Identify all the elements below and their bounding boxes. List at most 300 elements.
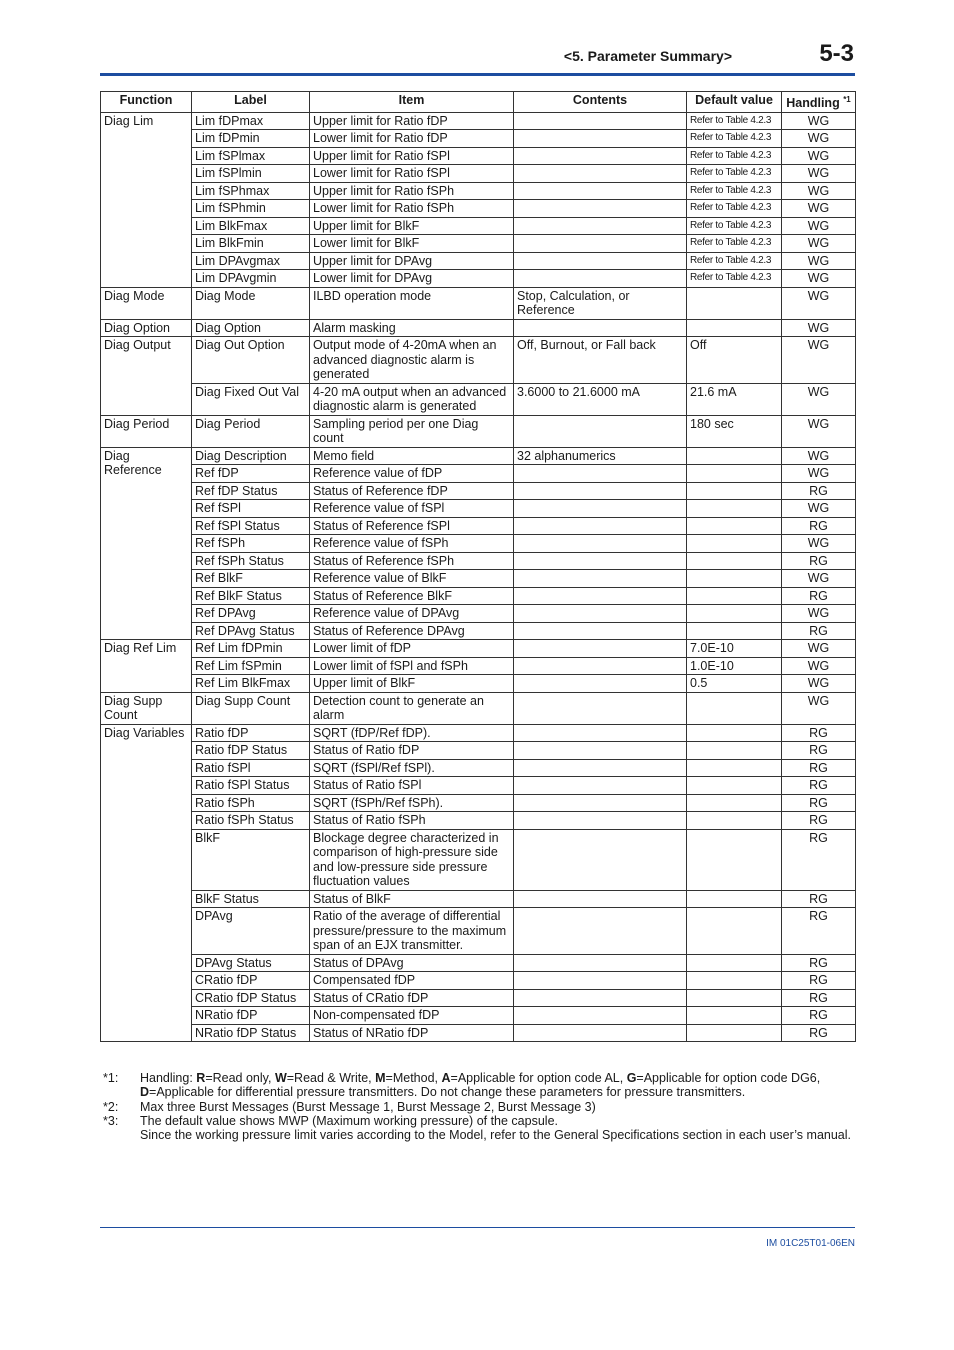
contents-cell	[514, 742, 687, 760]
contents-cell	[514, 112, 687, 130]
handling-cell: WG	[782, 200, 856, 218]
item-cell: Reference value of BlkF	[310, 570, 514, 588]
handling-cell: RG	[782, 517, 856, 535]
item-cell: Upper limit for DPAvg	[310, 252, 514, 270]
handling-cell: RG	[782, 552, 856, 570]
handling-code: A	[441, 1071, 451, 1085]
handling-cell: WG	[782, 657, 856, 675]
handling-cell: WG	[782, 465, 856, 483]
contents-cell: Off, Burnout, or Fall back	[514, 337, 687, 384]
column-header-label: Label	[192, 92, 310, 113]
default-value-cell: 1.0E-10	[687, 657, 782, 675]
handling-cell: WG	[782, 252, 856, 270]
label-cell: Lim fDPmax	[192, 112, 310, 130]
table-row	[101, 319, 856, 337]
contents-cell	[514, 182, 687, 200]
label-cell: Ref fSPl Status	[192, 517, 310, 535]
handling-cell: RG	[782, 812, 856, 830]
default-value-cell	[687, 287, 782, 319]
contents-cell	[514, 570, 687, 588]
label-cell: Ratio fDP Status	[192, 742, 310, 760]
label-cell: Ref Lim fDPmin	[192, 640, 310, 658]
handling-code-desc: =Read & Write,	[286, 1071, 376, 1085]
item-cell: Lower limit of fDP	[310, 640, 514, 658]
handling-cell: RG	[782, 724, 856, 742]
column-header-contents: Contents	[514, 92, 687, 113]
label-cell: Ref fSPh Status	[192, 552, 310, 570]
label-cell: Ref BlkF Status	[192, 587, 310, 605]
item-cell: Lower limit for BlkF	[310, 235, 514, 253]
handling-cell: WG	[782, 337, 856, 384]
default-value-cell	[687, 890, 782, 908]
footnote-2	[100, 1100, 860, 1114]
default-value-cell	[687, 587, 782, 605]
label-cell: Diag Period	[192, 415, 310, 447]
default-value-cell: Refer to Table 4.2.3	[687, 182, 782, 200]
label-cell: Lim fSPhmax	[192, 182, 310, 200]
footnote-2-text: Max three Burst Messages (Burst Message 1, Burst Message 2, Burst Message 3)	[140, 1099, 596, 1114]
default-value-cell: Refer to Table 4.2.3	[687, 235, 782, 253]
label-cell: Ratio fSPl	[192, 759, 310, 777]
table-row	[101, 447, 856, 465]
default-value-cell: Refer to Table 4.2.3	[687, 252, 782, 270]
contents-cell	[514, 465, 687, 483]
item-cell: Reference value of fSPl	[310, 500, 514, 518]
handling-cell: WG	[782, 640, 856, 658]
default-value-cell	[687, 777, 782, 795]
table-row	[101, 908, 856, 955]
label-cell: DPAvg Status	[192, 954, 310, 972]
label-cell: Lim fSPlmax	[192, 147, 310, 165]
handling-cell: WG	[782, 570, 856, 588]
page-header-title: <5. Parameter Summary>	[563, 48, 732, 64]
label-cell: Diag Description	[192, 447, 310, 465]
contents-cell	[514, 989, 687, 1007]
header-divider	[100, 73, 855, 76]
item-cell: Detection count to generate an alarm	[310, 692, 514, 724]
default-value-cell: Refer to Table 4.2.3	[687, 200, 782, 218]
table-row	[101, 235, 856, 253]
handling-cell: WG	[782, 270, 856, 288]
default-value-cell	[687, 989, 782, 1007]
item-cell: Status of Reference fSPh	[310, 552, 514, 570]
label-cell: NRatio fDP Status	[192, 1024, 310, 1042]
label-cell: Lim fSPlmin	[192, 165, 310, 183]
table-row	[101, 989, 856, 1007]
handling-cell: RG	[782, 989, 856, 1007]
footnote-2-mark: *2:	[103, 1099, 119, 1114]
contents-cell	[514, 829, 687, 890]
table-row	[101, 794, 856, 812]
label-cell: Diag Mode	[192, 287, 310, 319]
handling-cell: WG	[782, 165, 856, 183]
label-cell: CRatio fDP Status	[192, 989, 310, 1007]
item-cell: SQRT (fSPl/Ref fSPl).	[310, 759, 514, 777]
table-row	[101, 383, 856, 415]
contents-cell	[514, 165, 687, 183]
table-row	[101, 829, 856, 890]
contents-cell	[514, 482, 687, 500]
default-value-cell	[687, 812, 782, 830]
item-cell: Upper limit of BlkF	[310, 675, 514, 693]
footnote-3-text-2: Since the working pressure limit varies according to the Model, refer to the General Specifications section in each user’s manual.	[140, 1128, 852, 1143]
default-value-cell	[687, 742, 782, 760]
table-row	[101, 465, 856, 483]
contents-cell	[514, 252, 687, 270]
default-value-cell	[687, 319, 782, 337]
item-cell: Lower limit for Ratio fSPl	[310, 165, 514, 183]
handling-code: D	[140, 1085, 150, 1100]
contents-cell	[514, 724, 687, 742]
item-cell: Lower limit of fSPl and fSPh	[310, 657, 514, 675]
footnote-1-mark: *1:	[103, 1071, 119, 1085]
contents-cell	[514, 1024, 687, 1042]
item-cell: 4-20 mA output when an advanced diagnostic alarm is generated	[310, 383, 514, 415]
contents-cell	[514, 552, 687, 570]
table-row	[101, 517, 856, 535]
table-row	[101, 954, 856, 972]
table-row	[101, 1024, 856, 1042]
item-cell: Alarm masking	[310, 319, 514, 337]
handling-cell: RG	[782, 972, 856, 990]
label-cell: Lim DPAvgmax	[192, 252, 310, 270]
default-value-cell	[687, 465, 782, 483]
function-cell: Diag Variables	[101, 724, 192, 1042]
table-row	[101, 724, 856, 742]
contents-cell	[514, 675, 687, 693]
handling-code: M	[375, 1071, 386, 1085]
handling-cell: RG	[782, 794, 856, 812]
default-value-cell	[687, 908, 782, 955]
label-cell: Diag Out Option	[192, 337, 310, 384]
table-row	[101, 200, 856, 218]
handling-cell: RG	[782, 908, 856, 955]
default-value-cell	[687, 794, 782, 812]
footnote-3-text: The default value shows MWP (Maximum working pressure) of the capsule.	[140, 1113, 558, 1128]
handling-cell: RG	[782, 482, 856, 500]
default-value-cell	[687, 605, 782, 623]
default-value-cell	[687, 954, 782, 972]
item-cell: Compensated fDP	[310, 972, 514, 990]
handling-cell: WG	[782, 675, 856, 693]
default-value-cell	[687, 692, 782, 724]
label-cell: CRatio fDP	[192, 972, 310, 990]
handling-cell: WG	[782, 447, 856, 465]
label-cell: Ref DPAvg Status	[192, 622, 310, 640]
default-value-cell: Refer to Table 4.2.3	[687, 165, 782, 183]
footnote-1-prefix: Handling:	[140, 1071, 197, 1085]
label-cell: Lim fSPhmin	[192, 200, 310, 218]
table-row	[101, 552, 856, 570]
default-value-cell	[687, 1007, 782, 1025]
default-value-cell: 21.6 mA	[687, 383, 782, 415]
default-value-cell	[687, 447, 782, 465]
contents-cell	[514, 217, 687, 235]
contents-cell	[514, 657, 687, 675]
table-row	[101, 657, 856, 675]
table-row	[101, 287, 856, 319]
item-cell: Status of Reference BlkF	[310, 587, 514, 605]
handling-cell: WG	[782, 147, 856, 165]
document-code: IM 01C25T01-06EN	[766, 1238, 855, 1249]
handling-code-desc: =Applicable for option code AL,	[450, 1071, 627, 1085]
table-row	[101, 270, 856, 288]
table-row	[101, 337, 856, 384]
item-cell: Lower limit for Ratio fDP	[310, 130, 514, 148]
default-value-cell: Refer to Table 4.2.3	[687, 147, 782, 165]
item-cell: Sampling period per one Diag count	[310, 415, 514, 447]
column-header-item: Item	[310, 92, 514, 113]
item-cell: Blockage degree characterized in comparison of high-pressure side and low-pressure side pressure fluctuation values	[310, 829, 514, 890]
table-row	[101, 535, 856, 553]
contents-cell: 32 alphanumerics	[514, 447, 687, 465]
handling-cell: RG	[782, 777, 856, 795]
default-value-cell	[687, 829, 782, 890]
item-cell: Ratio of the average of differential pressure/pressure to the maximum span of an EJX transmitter.	[310, 908, 514, 955]
item-cell: Upper limit for Ratio fSPl	[310, 147, 514, 165]
handling-cell: RG	[782, 829, 856, 890]
contents-cell	[514, 908, 687, 955]
default-value-cell	[687, 517, 782, 535]
table-row	[101, 692, 856, 724]
contents-cell	[514, 777, 687, 795]
item-cell: Status of Ratio fDP	[310, 742, 514, 760]
table-row	[101, 500, 856, 518]
handling-cell: WG	[782, 130, 856, 148]
label-cell: Ref fDP	[192, 465, 310, 483]
column-header-default: Default value	[687, 92, 782, 113]
table-row	[101, 570, 856, 588]
handling-cell: WG	[782, 692, 856, 724]
handling-code-desc: =Applicable for differential pressure transmitters. Do not change these parameters for pressure transmitters.	[149, 1085, 746, 1100]
label-cell: Ref fSPl	[192, 500, 310, 518]
label-cell: Ref Lim fSPmin	[192, 657, 310, 675]
default-value-cell	[687, 972, 782, 990]
contents-cell	[514, 605, 687, 623]
handling-code: G	[626, 1071, 637, 1085]
label-cell: Ref BlkF	[192, 570, 310, 588]
table-row	[101, 742, 856, 760]
handling-code-desc: =Applicable for option code DG6,	[636, 1071, 821, 1085]
table-row	[101, 182, 856, 200]
item-cell: Status of DPAvg	[310, 954, 514, 972]
item-cell: Status of Reference DPAvg	[310, 622, 514, 640]
table-row	[101, 972, 856, 990]
contents-cell	[514, 200, 687, 218]
default-value-cell: Refer to Table 4.2.3	[687, 217, 782, 235]
default-value-cell	[687, 759, 782, 777]
handling-cell: WG	[782, 112, 856, 130]
handling-cell: WG	[782, 415, 856, 447]
default-value-cell	[687, 724, 782, 742]
table-row	[101, 640, 856, 658]
handling-code-desc: =Read only,	[205, 1071, 275, 1085]
item-cell: Upper limit for Ratio fSPh	[310, 182, 514, 200]
table-row	[101, 165, 856, 183]
table-row	[101, 217, 856, 235]
handling-code: R	[196, 1071, 206, 1085]
table-row	[101, 252, 856, 270]
label-cell: Lim DPAvgmin	[192, 270, 310, 288]
contents-cell	[514, 517, 687, 535]
table-row	[101, 147, 856, 165]
table-row	[101, 587, 856, 605]
table-row	[101, 130, 856, 148]
item-cell: Status of Reference fDP	[310, 482, 514, 500]
contents-cell	[514, 235, 687, 253]
contents-cell	[514, 622, 687, 640]
footnote-3-mark: *3:	[103, 1113, 119, 1128]
default-value-cell: Refer to Table 4.2.3	[687, 112, 782, 130]
item-cell: Upper limit for Ratio fDP	[310, 112, 514, 130]
function-cell: Diag Mode	[101, 287, 192, 319]
item-cell: Reference value of DPAvg	[310, 605, 514, 623]
table-row	[101, 759, 856, 777]
contents-cell	[514, 954, 687, 972]
label-cell: Ratio fDP	[192, 724, 310, 742]
label-cell: Ref DPAvg	[192, 605, 310, 623]
column-header-handling	[782, 92, 856, 113]
handling-cell: WG	[782, 605, 856, 623]
function-cell: Diag Output	[101, 337, 192, 416]
contents-cell	[514, 319, 687, 337]
item-cell: Reference value of fSPh	[310, 535, 514, 553]
item-cell: ILBD operation mode	[310, 287, 514, 319]
default-value-cell: Refer to Table 4.2.3	[687, 270, 782, 288]
handling-header-text: Handling	[786, 96, 840, 111]
default-value-cell	[687, 482, 782, 500]
item-cell: Status of Reference fSPl	[310, 517, 514, 535]
item-cell: Status of Ratio fSPh	[310, 812, 514, 830]
label-cell: NRatio fDP	[192, 1007, 310, 1025]
contents-cell	[514, 812, 687, 830]
label-cell: Diag Supp Count	[192, 692, 310, 724]
table-row	[101, 777, 856, 795]
label-cell: Lim BlkFmin	[192, 235, 310, 253]
label-cell: Ratio fSPh	[192, 794, 310, 812]
contents-cell	[514, 794, 687, 812]
handling-cell: RG	[782, 890, 856, 908]
page-number: 5-3	[819, 40, 854, 67]
default-value-cell	[687, 500, 782, 518]
handling-cell: RG	[782, 742, 856, 760]
contents-cell	[514, 130, 687, 148]
table-body	[101, 112, 856, 1042]
item-cell: Upper limit for BlkF	[310, 217, 514, 235]
footnote-3	[100, 1114, 860, 1143]
handling-cell: WG	[782, 235, 856, 253]
table-header-row	[101, 92, 856, 113]
item-cell: Status of NRatio fDP	[310, 1024, 514, 1042]
item-cell: Lower limit for DPAvg	[310, 270, 514, 288]
label-cell: Lim BlkFmax	[192, 217, 310, 235]
default-value-cell: 0.5	[687, 675, 782, 693]
column-header-function: Function	[101, 92, 192, 113]
handling-footnote-ref: *1	[843, 95, 851, 104]
table-row	[101, 1007, 856, 1025]
contents-cell	[514, 640, 687, 658]
contents-cell	[514, 759, 687, 777]
handling-cell: RG	[782, 622, 856, 640]
contents-cell: 3.6000 to 21.6000 mA	[514, 383, 687, 415]
label-cell: BlkF Status	[192, 890, 310, 908]
handling-cell: RG	[782, 587, 856, 605]
contents-cell	[514, 972, 687, 990]
footer-divider	[100, 1227, 855, 1228]
handling-cell: WG	[782, 217, 856, 235]
handling-cell: RG	[782, 1007, 856, 1025]
item-cell: Status of Ratio fSPl	[310, 777, 514, 795]
footnote-1	[100, 1071, 860, 1100]
contents-cell: Stop, Calculation, or Reference	[514, 287, 687, 319]
default-value-cell	[687, 552, 782, 570]
table-row	[101, 482, 856, 500]
contents-cell	[514, 500, 687, 518]
contents-cell	[514, 415, 687, 447]
handling-cell: WG	[782, 319, 856, 337]
label-cell: Ref fSPh	[192, 535, 310, 553]
contents-cell	[514, 890, 687, 908]
default-value-cell: Refer to Table 4.2.3	[687, 130, 782, 148]
function-cell: Diag Supp Count	[101, 692, 192, 724]
contents-cell	[514, 692, 687, 724]
handling-cell: WG	[782, 182, 856, 200]
label-cell: DPAvg	[192, 908, 310, 955]
label-cell: Ratio fSPl Status	[192, 777, 310, 795]
item-cell: Lower limit for Ratio fSPh	[310, 200, 514, 218]
item-cell: Non-compensated fDP	[310, 1007, 514, 1025]
handling-cell: RG	[782, 759, 856, 777]
default-value-cell: Off	[687, 337, 782, 384]
item-cell: Memo field	[310, 447, 514, 465]
contents-cell	[514, 270, 687, 288]
label-cell: Diag Fixed Out Val	[192, 383, 310, 415]
table-row	[101, 112, 856, 130]
default-value-cell: 180 sec	[687, 415, 782, 447]
handling-code-desc: =Method,	[385, 1071, 442, 1085]
function-cell: Diag Ref Lim	[101, 640, 192, 693]
contents-cell	[514, 147, 687, 165]
label-cell: BlkF	[192, 829, 310, 890]
label-cell: Ratio fSPh Status	[192, 812, 310, 830]
default-value-cell	[687, 622, 782, 640]
function-cell: Diag Lim	[101, 112, 192, 287]
footnotes	[100, 1071, 860, 1142]
table-row	[101, 415, 856, 447]
contents-cell	[514, 535, 687, 553]
handling-cell: RG	[782, 954, 856, 972]
table-row	[101, 812, 856, 830]
default-value-cell	[687, 570, 782, 588]
handling-cell: RG	[782, 1024, 856, 1042]
handling-cell: WG	[782, 287, 856, 319]
default-value-cell	[687, 535, 782, 553]
contents-cell	[514, 1007, 687, 1025]
function-cell: Diag Reference	[101, 447, 192, 640]
table-row	[101, 890, 856, 908]
parameter-table	[100, 91, 856, 1042]
label-cell: Ref Lim BlkFmax	[192, 675, 310, 693]
handling-cell: WG	[782, 383, 856, 415]
item-cell: SQRT (fSPh/Ref fSPh).	[310, 794, 514, 812]
function-cell: Diag Option	[101, 319, 192, 337]
label-cell: Lim fDPmin	[192, 130, 310, 148]
contents-cell	[514, 587, 687, 605]
default-value-cell	[687, 1024, 782, 1042]
handling-code: W	[274, 1071, 287, 1085]
item-cell: Status of CRatio fDP	[310, 989, 514, 1007]
table-row	[101, 675, 856, 693]
